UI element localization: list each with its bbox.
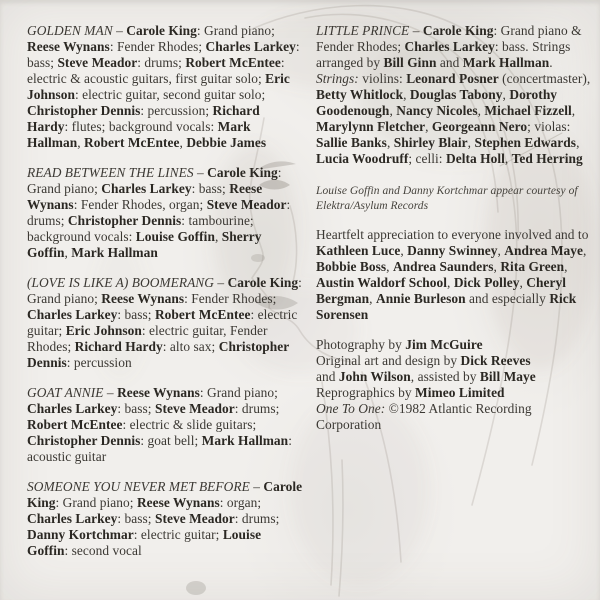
- right-column: [316, 23, 595, 559]
- credit-block-little-prince: LITTLE PRINCE – Carole King: Grand piano & Fender Rhodes; Charles Larkey: bass. Strings arranged by Bill Ginn and Mark Hallman. Strings: violins: Leonard Posner (concertmaster), Betty Whitlock, Douglas Tabony, Dorothy Goodenough, Nancy Nicoles, Michael Fizzell, Marylynn Fletcher, Georgeann Nero; violas: Sallie Banks, Shirley Blair, Stephen Edwards, Lucia Woodruff; celli: Delta Holl, Ted Herring: [316, 23, 591, 166]
- credit-block-someone-you-never-met-before: SOMEONE YOU NEVER MET BEFORE – Carole King: Grand piano; Reese Wynans: organ; Charles Larkey: bass; Steve Meador: drums; Danny Kortchmar: electric guitar; Louise Goffin: second vocal: [27, 479, 303, 558]
- production-credits: Photography by Jim McGuire Original art and design by Dick Reeves and John Wilson, assisted by Bill Maye Reprographics by Mimeo Limited One To One: ©1982 Atlantic Recording Corporation: [316, 337, 536, 432]
- credit-block-boomerang: (LOVE IS LIKE A) BOOMERANG – Carole King: Grand piano; Reese Wynans: Fender Rhodes; Charles Larkey: bass; Robert McEntee: electric guitar; Eric Johnson: electric guitar, Fender Rhodes; Richard Hardy: alto sax; Christopher Dennis: percussion: [27, 275, 302, 370]
- acknowledgements: Heartfelt appreciation to everyone involved and to Kathleen Luce, Danny Swinney, Andrea Maye, Bobbie Boss, Andrea Saunders, Rita Green, Austin Waldorf School, Dick Polley, Cheryl Bergman, Annie Burleson and especially Rick Sorensen: [316, 227, 589, 322]
- credit-block-goat-annie: GOAT ANNIE – Reese Wynans: Grand piano; Charles Larkey: bass; Steve Meador: drums; Robert McEntee: electric & slide guitars; Christopher Dennis: goat bell; Mark Hallman: acoustic guitar: [27, 385, 292, 464]
- credit-block-read-between-the-lines: READ BETWEEN THE LINES – Carole King: Grand piano; Charles Larkey: bass; Reese Wynans: Fender Rhodes, organ; Steve Meador: drums; Christopher Dennis: tambourine; background vocals: Louise Goffin, Sherry Goffin, Mark Hallman: [27, 165, 291, 260]
- credit-block-golden-man: GOLDEN MAN – Carole King: Grand piano; Reese Wynans: Fender Rhodes; Charles Larkey: bass; Steve Meador: drums; Robert McEntee: electric & acoustic guitars, first guitar solo; Eric Johnson: electric guitar, second guitar solo; Christopher Dennis: percussion; Richard Hardy: flutes; background vocals: Mark Hallman, Robert McEntee, Debbie James: [27, 23, 300, 150]
- credits-text: [27, 23, 595, 559]
- courtesy-note: Louise Goffin and Danny Kortchmar appear courtesy of Elektra/Asylum Records: [316, 185, 578, 212]
- left-column: [27, 23, 304, 559]
